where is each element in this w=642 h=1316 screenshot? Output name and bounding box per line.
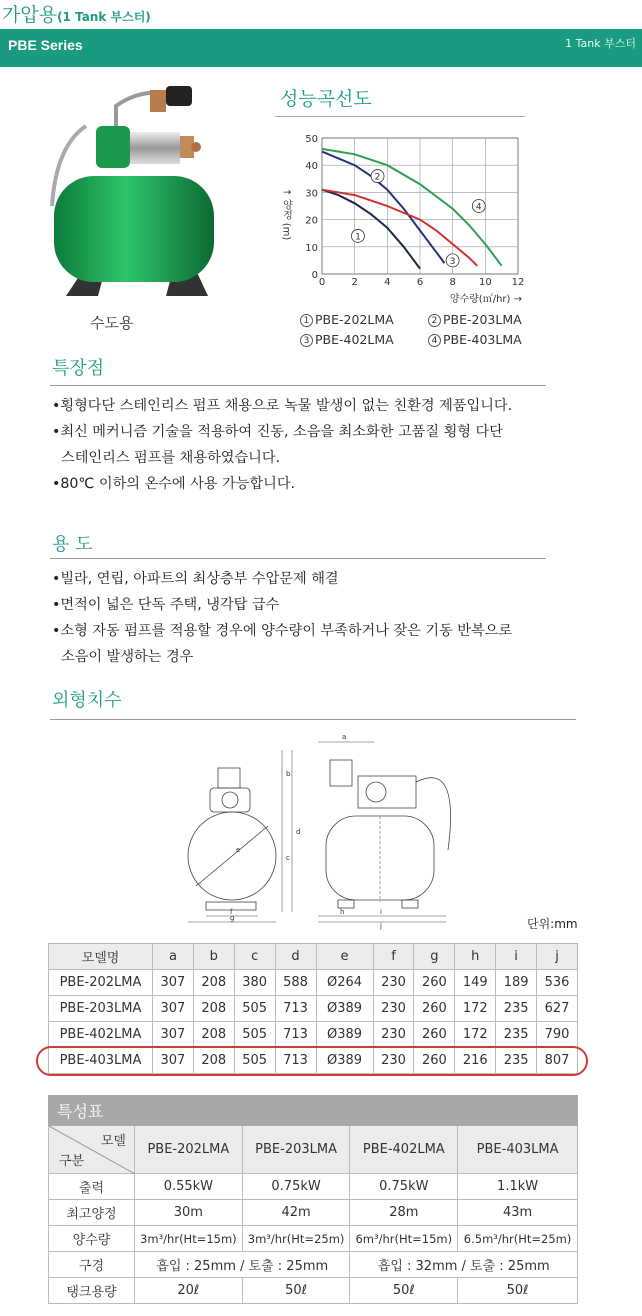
row-label: 최고양정 — [49, 1200, 135, 1226]
drawing-label: c — [286, 854, 290, 862]
table-row — [49, 1200, 578, 1226]
y-tick-label: 40 — [305, 161, 318, 173]
spec-table — [48, 1095, 578, 1304]
series-number-2: 2 — [374, 172, 381, 183]
drawing-label: g — [230, 914, 235, 922]
unit-label: 단위:mm — [527, 917, 578, 931]
table-cell: 1.1kW — [458, 1174, 578, 1200]
table-cell: 536 — [537, 970, 578, 996]
table-cell: 230 — [373, 996, 414, 1022]
table-cell: 172 — [455, 1022, 496, 1048]
y-tick-label: 50 — [305, 134, 318, 145]
features-list — [52, 393, 512, 497]
chart-title-rule — [275, 116, 525, 117]
table-cell: 208 — [193, 970, 234, 996]
list-item: •횡형다단 스테인리스 펌프 채용으로 녹물 발생이 없는 친환경 제품입니다. — [52, 398, 513, 414]
chart-legend — [300, 310, 548, 350]
table-cell: 6m³/hr(Ht=15m) — [350, 1226, 458, 1252]
table-cell: 흡입 : 32mm / 토출 : 25mm — [350, 1252, 578, 1278]
chart-title: 성능곡선도 — [280, 88, 372, 110]
y-axis-label: ↑ 양정 (m) — [280, 188, 292, 241]
table-cell: 235 — [496, 996, 537, 1022]
table-cell: 713 — [275, 1022, 316, 1048]
legend-item-1 — [300, 310, 420, 330]
page-title — [2, 2, 151, 29]
table-row — [49, 1022, 578, 1048]
corner-bottom-label: 구분 — [59, 1154, 85, 1169]
table-cell: 505 — [234, 1022, 275, 1048]
list-item: •소형 자동 펌프를 적용할 경우에 양수량이 부족하거나 잦은 기동 반복으로 — [52, 623, 513, 639]
table-row — [49, 996, 578, 1022]
drawing-label: b — [286, 770, 291, 778]
table-cell: 0.55kW — [135, 1174, 243, 1200]
legend-label-3: PBE-402LMA — [315, 332, 394, 347]
row-label: 출력 — [49, 1174, 135, 1200]
performance-chart — [270, 128, 540, 308]
dimension-drawing — [180, 730, 600, 930]
series-bar — [0, 29, 642, 67]
title-sub: (1 Tank 부스터) — [57, 10, 151, 24]
series-label: PBE Series — [8, 37, 83, 53]
column-header: g — [414, 944, 455, 970]
x-tick-label: 12 — [511, 277, 525, 288]
y-tick-label: 0 — [311, 270, 318, 281]
usage-title: 용 도 — [52, 534, 93, 555]
series-right-label: 1 Tank 부스터 — [565, 37, 636, 50]
table-row — [49, 970, 578, 996]
table-cell: Ø264 — [316, 970, 373, 996]
table-cell: 42m — [242, 1200, 350, 1226]
row-label: 양수량 — [49, 1226, 135, 1252]
column-header: j — [537, 944, 578, 970]
table-cell: 505 — [234, 996, 275, 1022]
table-cell: 260 — [414, 970, 455, 996]
legend-num-1: 1 — [300, 314, 313, 327]
table-row — [49, 1278, 578, 1304]
x-tick-label: 8 — [449, 277, 456, 288]
table-cell: 208 — [193, 1048, 234, 1074]
table-cell: 208 — [193, 996, 234, 1022]
table-cell: 20ℓ — [135, 1278, 243, 1304]
list-item: •빌라, 연립, 아파트의 최상층부 수압문제 해결 — [52, 571, 339, 587]
x-tick-label: 6 — [416, 277, 424, 288]
table-cell: 흡입 : 25mm / 토출 : 25mm — [135, 1252, 350, 1278]
table-cell: 50ℓ — [242, 1278, 350, 1304]
drawing-label: f — [230, 908, 233, 916]
list-item: 스테인리스 펌프를 채용하였습니다. — [61, 450, 281, 466]
list-item: •면적이 넓은 단독 주택, 냉각탑 급수 — [52, 597, 280, 613]
table-cell: 230 — [373, 970, 414, 996]
drawing-label: h — [340, 908, 345, 916]
legend-num-4: 4 — [428, 334, 441, 347]
table-cell: 713 — [275, 996, 316, 1022]
table-row — [49, 944, 578, 970]
model-header: PBE-403LMA — [458, 1126, 578, 1174]
drawing-label: a — [342, 733, 347, 741]
column-header: i — [496, 944, 537, 970]
x-tick-label: 4 — [384, 277, 391, 288]
legend-label-4: PBE-403LMA — [443, 332, 522, 347]
table-cell: 380 — [234, 970, 275, 996]
table-cell: 307 — [153, 1048, 194, 1074]
x-axis-label: 양수량(㎥/hr) → — [449, 294, 522, 305]
list-item: •최신 메커니즘 기술을 적용하여 진동, 소음을 최소화한 고품질 횡형 다단 — [52, 424, 503, 440]
legend-num-2: 2 — [428, 314, 441, 327]
column-header: c — [234, 944, 275, 970]
table-cell: 189 — [496, 970, 537, 996]
table-row — [49, 1126, 578, 1174]
table-cell: 3m³/hr(Ht=15m) — [135, 1226, 243, 1252]
table-cell: 235 — [496, 1022, 537, 1048]
table-cell: 235 — [496, 1048, 537, 1074]
table-cell: 230 — [373, 1022, 414, 1048]
table-cell: 216 — [455, 1048, 496, 1074]
column-header: d — [275, 944, 316, 970]
legend-item-3 — [300, 330, 420, 350]
legend-label-1: PBE-202LMA — [315, 312, 394, 327]
highlight-ring — [36, 1046, 588, 1076]
table-cell: 307 — [153, 970, 194, 996]
table-cell: 230 — [373, 1048, 414, 1074]
column-header: e — [316, 944, 373, 970]
table-cell: 172 — [455, 996, 496, 1022]
usage-list — [52, 566, 512, 670]
pump-illustration — [46, 86, 226, 304]
table-row — [49, 1226, 578, 1252]
features-title: 특장점 — [52, 358, 105, 379]
table-cell: 790 — [537, 1022, 578, 1048]
title-main: 가압용 — [2, 4, 58, 26]
drawing-label: j — [380, 922, 382, 930]
table-row — [49, 1252, 578, 1278]
model-header: PBE-203LMA — [242, 1126, 350, 1174]
column-header: f — [373, 944, 414, 970]
y-tick-label: 20 — [305, 215, 318, 227]
model-cell: PBE-402LMA — [49, 1022, 153, 1048]
list-item: 소음이 발생하는 경우 — [61, 649, 194, 665]
table-cell: 307 — [153, 1022, 194, 1048]
features-rule — [50, 385, 546, 386]
table-cell: 260 — [414, 996, 455, 1022]
legend-label-2: PBE-203LMA — [443, 312, 522, 327]
drawing-label: i — [380, 908, 382, 916]
table-cell: 50ℓ — [458, 1278, 578, 1304]
model-cell: PBE-203LMA — [49, 996, 153, 1022]
table-cell: 713 — [275, 1048, 316, 1074]
model-cell: PBE-202LMA — [49, 970, 153, 996]
pump-caption: 수도용 — [90, 314, 134, 332]
drawing-label: e — [236, 846, 241, 854]
table-cell: Ø389 — [316, 996, 373, 1022]
table-cell: 3m³/hr(Ht=25m) — [242, 1226, 350, 1252]
table-cell: 6.5m³/hr(Ht=25m) — [458, 1226, 578, 1252]
legend-item-2 — [428, 310, 548, 330]
series-number-1: 1 — [355, 232, 361, 243]
table-cell: 0.75kW — [242, 1174, 350, 1200]
table-cell: 260 — [414, 1022, 455, 1048]
legend-num-3: 3 — [300, 334, 313, 347]
series-number-3: 3 — [449, 256, 456, 267]
table-cell: 0.75kW — [350, 1174, 458, 1200]
table-cell: 588 — [275, 970, 316, 996]
y-tick-label: 10 — [305, 242, 318, 254]
table-row — [49, 1174, 578, 1200]
row-label: 구경 — [49, 1252, 135, 1278]
model-header: PBE-402LMA — [350, 1126, 458, 1174]
x-tick-label: 2 — [351, 277, 358, 288]
table-cell: Ø389 — [316, 1048, 373, 1074]
drawing-label: d — [296, 828, 301, 836]
series-line-2 — [322, 152, 445, 264]
table-cell: 627 — [537, 996, 578, 1022]
row-label: 탱크용량 — [49, 1278, 135, 1304]
table-cell: 505 — [234, 1048, 275, 1074]
column-header-model: 모델명 — [49, 944, 153, 970]
table-cell: Ø389 — [316, 1022, 373, 1048]
table-cell: 260 — [414, 1048, 455, 1074]
y-tick-label: 30 — [305, 188, 318, 200]
spec-corner-cell — [49, 1126, 135, 1174]
model-header: PBE-202LMA — [135, 1126, 243, 1174]
x-tick-label: 0 — [318, 277, 326, 288]
table-cell: 43m — [458, 1200, 578, 1226]
legend-item-4 — [428, 330, 548, 350]
table-cell: 307 — [153, 996, 194, 1022]
column-header: b — [193, 944, 234, 970]
corner-top-label: 모델 — [100, 1134, 126, 1149]
series-number-4: 4 — [475, 202, 482, 213]
spec-title: 특성표 — [49, 1096, 578, 1126]
table-cell: 28m — [350, 1200, 458, 1226]
dimensions-title: 외형치수 — [52, 690, 122, 711]
spec-title-row — [49, 1096, 578, 1126]
table-cell: 30m — [135, 1200, 243, 1226]
table-cell: 50ℓ — [350, 1278, 458, 1304]
dimensions-rule — [50, 719, 576, 720]
list-item: •80℃ 이하의 온수에 사용 가능합니다. — [52, 476, 296, 492]
column-header: a — [153, 944, 194, 970]
model-cell: PBE-403LMA — [49, 1048, 153, 1074]
table-cell: 208 — [193, 1022, 234, 1048]
x-tick-label: 10 — [478, 277, 492, 288]
usage-rule — [50, 558, 546, 559]
table-cell: 149 — [455, 970, 496, 996]
column-header: h — [455, 944, 496, 970]
table-cell: 807 — [537, 1048, 578, 1074]
